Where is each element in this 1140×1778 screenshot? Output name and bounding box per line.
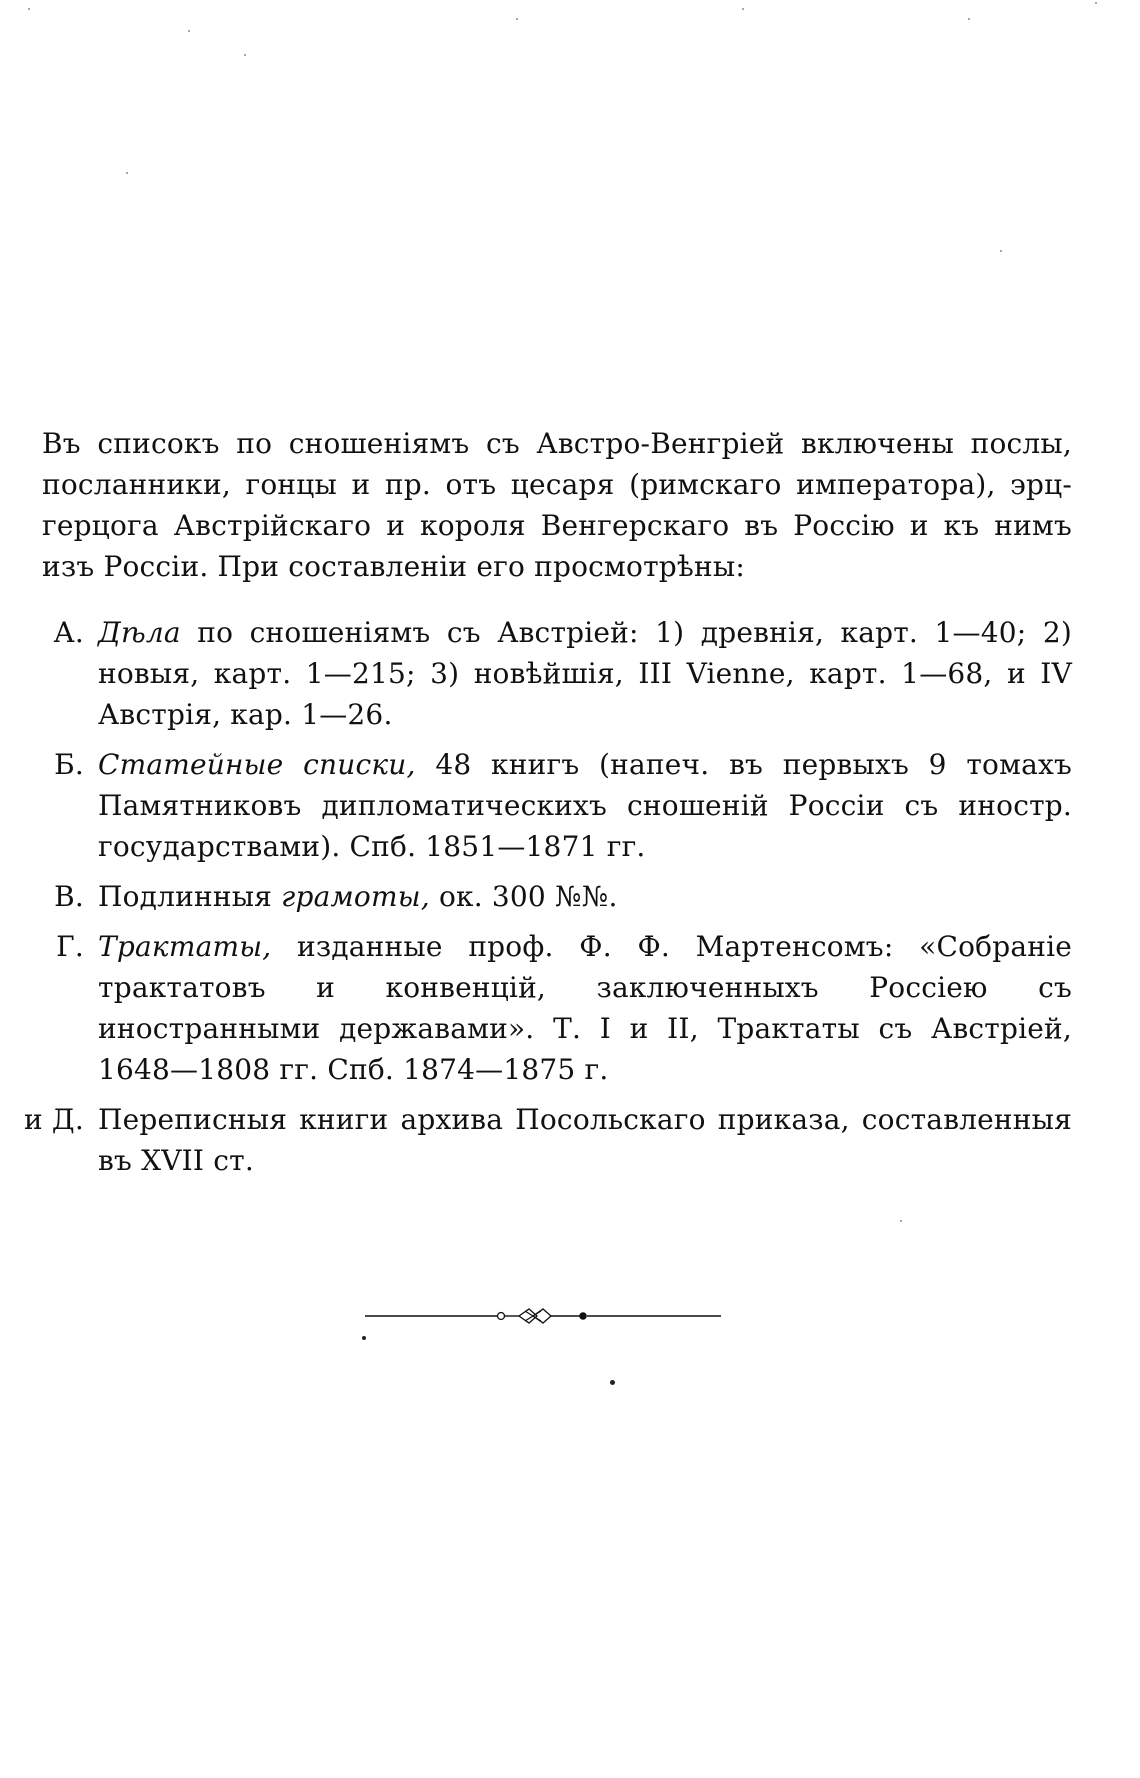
source-text-before: Подлинныя [98,880,282,913]
source-title: Статейные списки, [98,748,416,781]
intro-line-2: посланники, гонцы и пр. отъ цесаря (римскаго императора), эрц- [42,468,1072,501]
scan-speck [1000,250,1002,252]
scan-speck [188,30,190,32]
source-item-d [0,1099,1080,1181]
intro-line-1: Въ списокъ по сношеніямъ съ Австро-Венгріей включены послы, [42,427,1072,460]
scan-speck [28,8,30,10]
source-list [0,612,1080,1190]
source-text: ок. 300 №№. [429,880,618,913]
intro-paragraph [42,423,1072,587]
source-prefix: Г. [56,930,84,963]
scan-speck [244,54,246,56]
source-body [98,926,1072,1090]
divider-diamond-icon-right [533,1309,551,1323]
scan-speck [742,8,744,10]
source-item-v [0,876,1080,917]
source-prefix: и Д. [23,1103,84,1136]
scan-speck [362,1336,366,1340]
source-text: 48 книгъ (напеч. въ первыхъ 9 томахъ Памятниковъ дипломатическихъ сношеній Россіи съ иностр. государствами). Спб. 1851—1871 гг. [98,748,1072,863]
source-item-a [0,612,1080,735]
scan-speck [968,18,970,20]
source-body [98,612,1072,735]
source-text: Переписныя книги архива Посольскаго приказа, составленныя въ XVII ст. [98,1103,1072,1177]
scan-speck [1095,2,1097,4]
source-text: по сношеніямъ съ Австріей: 1) древнія, карт. 1—40; 2) новыя, карт. 1—215; 3) новѣйшія, III Vienne, карт. 1—68, и IV Австрія, кар. 1—26. [98,616,1072,731]
source-item-b [0,744,1080,867]
source-title: Дѣла [98,616,181,649]
scan-speck [126,172,128,174]
source-item-g [0,926,1080,1090]
ornamental-divider [365,1304,721,1328]
scan-speck [516,18,518,20]
divider-ring-icon [498,1313,505,1320]
divider-diamond-icon [519,1309,537,1323]
source-body [98,876,1072,917]
source-title: грамоты, [281,880,430,913]
intro-line-4: изъ Россіи. При составленіи его просмотрѣны: [42,550,745,583]
source-body [98,1099,1072,1181]
source-text: изданные проф. Ф. Ф. Мартенсомъ: «Собраніе трактатовъ и конвенцій, заключенныхъ Россіею съ иностранными державами». Т. I и II, Трактаты съ Австріей, 1648—1808 гг. Спб. 1874—1875 г. [98,930,1072,1086]
scan-speck [900,1220,902,1222]
intro-line-3: герцога Австрійскаго и короля Венгерскаго въ Россію и къ нимъ [42,509,1072,542]
source-prefix: А. [53,616,84,649]
scan-speck [610,1380,615,1385]
source-title: Трактаты, [98,930,272,963]
source-body [98,744,1072,867]
divider-dot-icon [579,1312,587,1320]
source-prefix: В. [54,880,84,913]
source-prefix: Б. [54,748,84,781]
